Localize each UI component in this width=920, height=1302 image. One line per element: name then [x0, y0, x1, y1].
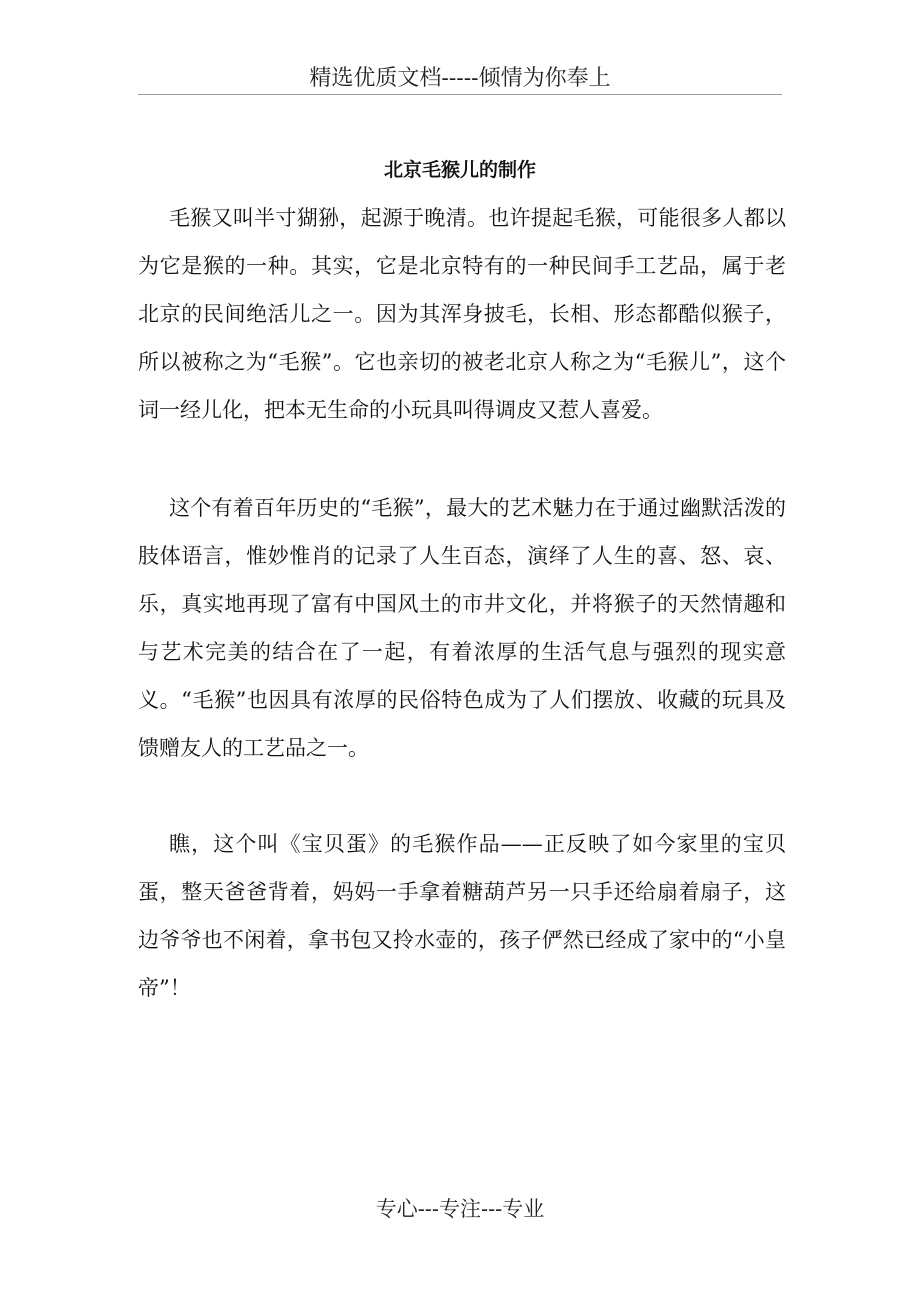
page-header: 精选优质文档-----倾情为你奉上: [309, 66, 611, 91]
document-title: 北京毛猴儿的制作: [383, 159, 536, 181]
paragraph-intro: 毛猴又叫半寸猢狲，起源于晚清。也许提起毛猴，可能很多人都以为它是猴的一种。其实，它是北京特有的一种民间手工艺品，属于老北京的民间绝活儿之一。因为其浑身披毛，长相、形态都酷似猴子，所以被称之为“毛猴”。它也亲切的被老北京人称之为“毛猴儿”，这个词一经儿化，把本无生命的小玩具叫得调皮又惹人喜爱。: [138, 206, 786, 422]
paragraph-art-charm: 这个有着百年历史的“毛猴”，最大的艺术魅力在于通过幽默活泼的肢体语言，惟妙惟肖的记录了人生百态，演绎了人生的喜、怒、哀、乐，真实地再现了富有中国风土的市井文化，并将猴子的天然情趣和与艺术完美的结合在了一起，有着浓厚的生活气息与强烈的现实意义。“毛猴”也因具有浓厚的民俗特色成为了人们摆放、收藏的玩具及馈赠友人的工艺品之一。: [138, 496, 786, 760]
page-footer: 专心---专注---专业: [375, 1197, 545, 1221]
paragraph-baby-work: 瞧，这个叫《宝贝蛋》的毛猴作品——正反映了如今家里的宝贝蛋，整天爸爸背着，妈妈一手拿着糖葫芦另一只手还给扇着扇子，这边爷爷也不闲着，拿书包又拎水壶的，孩子俨然已经成了家中的“小皇帝”！: [138, 832, 786, 1000]
header-divider: [138, 94, 782, 95]
